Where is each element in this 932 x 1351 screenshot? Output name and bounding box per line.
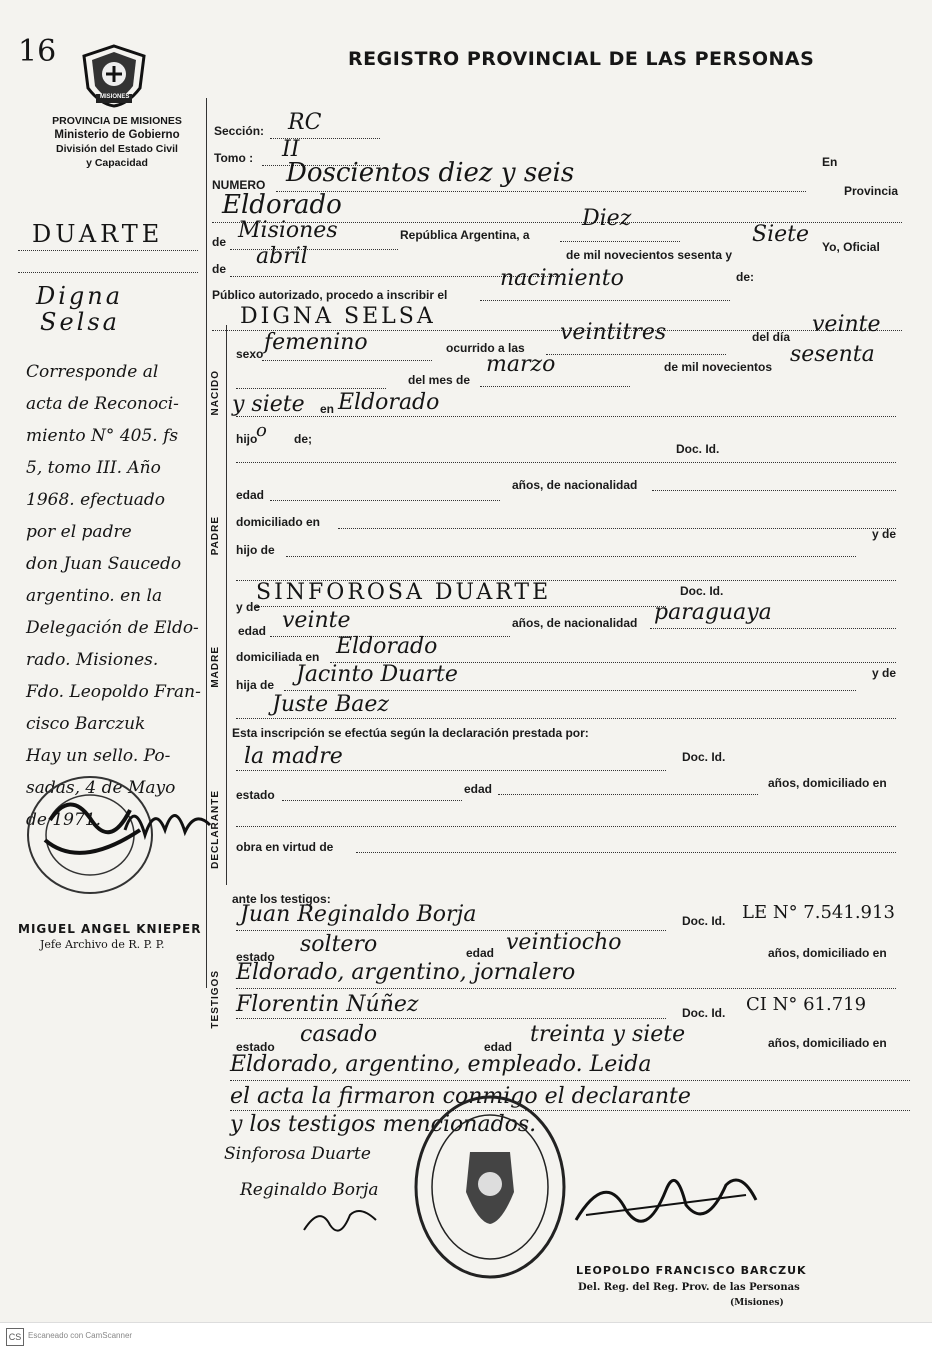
- margin-signature: [120, 790, 220, 860]
- madre-nacionalidad-value: paraguaya: [654, 600, 772, 625]
- seccion-label: Sección:: [214, 124, 265, 138]
- official-title: Del. Reg. del Reg. Prov. de las Personas: [578, 1282, 800, 1293]
- day-value: Diez: [582, 206, 632, 231]
- note-line: Hay un sello. Po-: [26, 746, 171, 766]
- official-name: LEOPOLDO FRANCISCO BARCZUK: [576, 1264, 807, 1277]
- declarante-doc-label: Doc. Id.: [682, 750, 726, 764]
- en-label-nacido: en: [320, 402, 335, 416]
- note-line: rado. Misiones.: [26, 650, 159, 670]
- testigo1-edad-label: edad: [466, 946, 495, 960]
- testigo1-edad-value: veintiocho: [506, 930, 622, 955]
- padre-edad-label: edad: [236, 488, 265, 502]
- madre-nombre-value: SINFOROSA DUARTE: [256, 580, 552, 605]
- mes-value: marzo: [486, 352, 556, 377]
- seal-text: MISIONES: [100, 94, 130, 100]
- hijo-value: o: [256, 420, 267, 441]
- closing-line-1: el acta la firmaron conmigo el declarante: [230, 1084, 691, 1109]
- margin-given-name: Digna: [36, 282, 124, 310]
- testigo2-doc-label: Doc. Id.: [682, 1006, 726, 1020]
- numero-label: NUMERO: [212, 178, 266, 192]
- testigo2-estado-label: estado: [236, 1040, 275, 1054]
- org-line: PROVINCIA DE MISIONES: [52, 115, 182, 127]
- tomo-label: Tomo :: [214, 151, 254, 165]
- de-label-nacido: de;: [294, 432, 312, 446]
- scanner-footer: [0, 1322, 932, 1351]
- dia-value: veinte: [812, 312, 881, 337]
- testigo2-nombre-value: Florentin Núñez: [236, 992, 419, 1017]
- document-title: REGISTRO PROVINCIAL DE LAS PERSONAS: [348, 48, 815, 70]
- anio-cont-value: y siete: [232, 392, 305, 417]
- signature-mother: Sinforosa Duarte: [224, 1144, 371, 1164]
- republica-label: República Argentina, a: [400, 228, 530, 242]
- testigo1-domicilio-label: años, domiciliado en: [768, 946, 887, 960]
- official-signature: [566, 1160, 766, 1245]
- tomo-value: II: [282, 137, 300, 162]
- testigo2-edad-value: treinta y siete: [530, 1022, 686, 1047]
- note-line: Fdo. Leopoldo Fran-: [26, 682, 201, 702]
- note-line: Delegación de Eldo-: [26, 618, 199, 638]
- madre-edad-value: veinte: [282, 608, 351, 633]
- sexo-label: sexo: [236, 347, 264, 361]
- official-place: (Misiones): [730, 1298, 784, 1308]
- madre-yde-label: y de: [236, 600, 261, 614]
- madre-hija-label: hija de: [236, 678, 275, 692]
- org-line: Ministerio de Gobierno: [54, 129, 180, 141]
- seccion-value: RC: [288, 110, 322, 135]
- lugar-value: Eldorado: [338, 390, 440, 415]
- ocurrido-label: ocurrido a las: [446, 341, 525, 355]
- sexo-value: femenino: [264, 330, 368, 355]
- note-line: de 1971.: [26, 810, 102, 830]
- madre-hija-value: Jacinto Duarte: [296, 662, 458, 687]
- testigo1-doc-label: Doc. Id.: [682, 914, 726, 928]
- testigo1-estado-label: estado: [236, 950, 275, 964]
- declarante-label: DECLARANTE: [210, 790, 221, 869]
- padre-yde-label: y de: [872, 527, 897, 541]
- testigos-label: TESTIGOS: [210, 970, 221, 1029]
- de-label-2: de: [212, 262, 227, 276]
- note-line: Corresponde al: [26, 362, 159, 382]
- margin-official-name: MIGUEL ANGEL KNIEPER: [18, 922, 202, 936]
- padre-nacionalidad-label: años, de nacionalidad: [512, 478, 638, 492]
- madre-label: MADRE: [210, 646, 221, 688]
- year-label: de mil novecientos sesenta y: [566, 248, 733, 262]
- declarante-edad-label: edad: [464, 782, 493, 796]
- madre-nacionalidad-label: años, de nacionalidad: [512, 616, 638, 630]
- declarante-domicilio-label: años, domiciliado en: [768, 776, 887, 790]
- org-line: División del Estado Civil: [56, 143, 178, 155]
- official-stamp: [412, 1092, 568, 1282]
- del-dia-label: del día: [752, 330, 791, 344]
- margin-given-name: Selsa: [40, 308, 120, 336]
- testigo2-domicilio-value: Eldorado, argentino, empleado. Leida: [230, 1052, 652, 1077]
- declarante-nombre-value: la madre: [244, 744, 343, 769]
- witness-scribble: [300, 1200, 380, 1245]
- margin-official-title: Jefe Archivo de R. P. P.: [40, 938, 165, 951]
- declarante-obra-label: obra en virtud de: [236, 840, 334, 854]
- act-type-value: nacimiento: [500, 266, 624, 291]
- madre-domicilio-label: domiciliada en: [236, 650, 320, 664]
- organization-block: [22, 114, 212, 170]
- margin-surname: DUARTE: [32, 220, 164, 248]
- provincia-label: Provincia: [844, 184, 899, 198]
- padre-hijo-de-label: hijo de: [236, 543, 275, 557]
- province-value: Misiones: [238, 218, 338, 243]
- publico-label: Público autorizado, procedo a inscribir el: [212, 288, 448, 302]
- note-line: 1968. efectuado: [26, 490, 166, 510]
- testigo2-estado-value: casado: [300, 1022, 378, 1047]
- nacido-label: NACIDO: [210, 370, 221, 416]
- declarante-intro: Esta inscripción se efectúa según la declaración prestada por:: [232, 726, 589, 740]
- month-value: abril: [256, 244, 308, 269]
- note-line: por el padre: [26, 522, 132, 542]
- testigo2-domicilio-label: años, domiciliado en: [768, 1036, 887, 1050]
- numero-value: Doscientos diez y seis: [286, 158, 575, 188]
- de-mil-label: de mil novecientos: [664, 360, 773, 374]
- oficial-label: Yo, Oficial: [822, 240, 880, 254]
- testigo1-doc-value: LE N° 7.541.913: [742, 902, 895, 923]
- note-line: cisco Barczuk: [26, 714, 146, 734]
- madre-doc-label: Doc. Id.: [680, 584, 724, 598]
- madre-domicilio-value: Eldorado: [336, 634, 438, 659]
- camscanner-text: Escaneado con CamScanner: [28, 1331, 133, 1340]
- closing-line-2: y los testigos mencionados.: [230, 1112, 537, 1137]
- testigo2-edad-label: edad: [484, 1040, 513, 1054]
- year-value: Siete: [752, 222, 809, 247]
- provincial-seal: [78, 44, 150, 108]
- page-number: 16: [18, 34, 57, 69]
- del-mes-label: del mes de: [408, 373, 471, 387]
- de-label: de: [212, 235, 227, 249]
- madre-yde2-label: y de: [872, 666, 897, 680]
- testigo2-doc-value: CI N° 61.719: [746, 994, 867, 1015]
- doc-label-nacido: Doc. Id.: [676, 442, 720, 456]
- signature-witness: Reginaldo Borja: [240, 1180, 379, 1200]
- declarante-estado-label: estado: [236, 788, 275, 802]
- child-name-value: DIGNA SELSA: [240, 304, 436, 329]
- en-label: En: [822, 155, 838, 169]
- madre-madre-value: Juste Baez: [272, 692, 390, 717]
- org-line: y Capacidad: [86, 157, 148, 169]
- testigos-ante-label: ante los testigos:: [232, 892, 331, 906]
- madre-edad-label: edad: [238, 624, 267, 638]
- testigo1-estado-value: soltero: [300, 932, 378, 957]
- note-line: don Juan Saucedo: [26, 554, 182, 574]
- padre-label: PADRE: [210, 516, 221, 556]
- note-line: acta de Reconoci-: [26, 394, 179, 414]
- note-line: argentino. en la: [26, 586, 163, 606]
- note-line: 5, tomo III. Año: [26, 458, 161, 478]
- anio-value: sesenta: [790, 342, 875, 367]
- note-line: sadas, 4 de Mayo: [26, 778, 176, 798]
- camscanner-logo: CS: [6, 1328, 24, 1346]
- hour-value: veintitres: [560, 320, 667, 345]
- testigo1-nombre-value: Juan Reginaldo Borja: [240, 902, 477, 927]
- padre-domicilio-label: domiciliado en: [236, 515, 321, 529]
- note-line: miento N° 405. fs: [26, 426, 179, 446]
- testigo1-domicilio-value: Eldorado, argentino, jornalero: [236, 960, 576, 985]
- hijo-label: hijo: [236, 432, 258, 446]
- place-value: Eldorado: [222, 190, 342, 220]
- de-colon: de:: [736, 270, 754, 284]
